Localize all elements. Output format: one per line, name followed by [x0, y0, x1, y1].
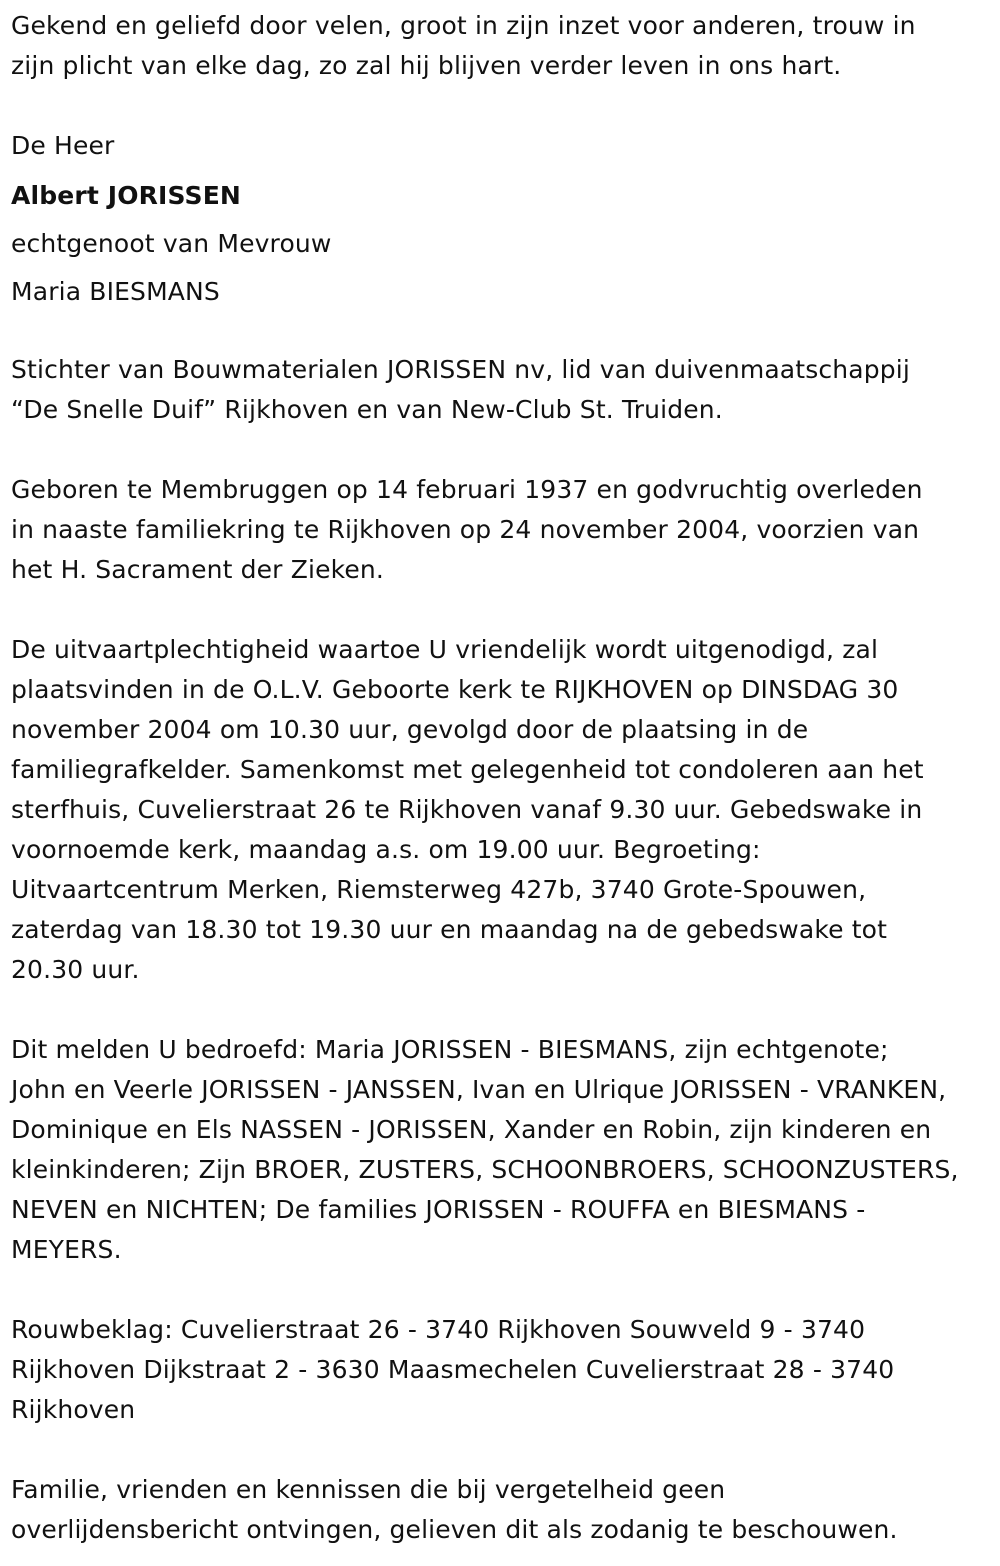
funeral-line-5: sterfhuis, Cuvelierstraat 26 te Rijkhoven vanaf 9.30 uur. Gebedswake in [11, 795, 923, 824]
funeral-line-1: De uitvaartplechtigheid waartoe U vriendelijk wordt uitgenodigd, zal [11, 635, 879, 664]
intro-line-1: Gekend en geliefd door velen, groot in zijn inzet voor anderen, trouw in [11, 11, 916, 40]
funeral-paragraph [11, 630, 924, 990]
intro-paragraph [11, 6, 916, 86]
deceased-name: Albert JORISSEN [11, 181, 241, 210]
funeral-line-8: zaterdag van 18.30 tot 19.30 uur en maandag na de gebedswake tot [11, 915, 888, 944]
funeral-line-4: familiegrafkelder. Samenkomst met gelegenheid tot condoleren aan het [11, 755, 924, 784]
mourners-line-3: Dominique en Els NASSEN - JORISSEN, Xander en Robin, zijn kinderen en [11, 1115, 932, 1144]
notice-line-1: Familie, vrienden en kennissen die bij vergetelheid geen [11, 1475, 726, 1504]
funeral-line-9: 20.30 uur. [11, 955, 140, 984]
funeral-line-2: plaatsvinden in de O.L.V. Geboorte kerk te RIJKHOVEN op DINSDAG 30 [11, 675, 899, 704]
founder-paragraph [11, 350, 910, 430]
born-line-1: Geboren te Membruggen op 14 februari 1937 en godvruchtig overleden [11, 475, 923, 504]
born-line-2: in naaste familiekring te Rijkhoven op 24 november 2004, voorzien van [11, 515, 920, 544]
born-line-3: het H. Sacrament der Zieken. [11, 555, 384, 584]
mourners-line-6: MEYERS. [11, 1235, 122, 1264]
deceased-title: De Heer [11, 131, 115, 160]
funeral-line-6: voornoemde kerk, maandag a.s. om 19.00 uur. Begroeting: [11, 835, 761, 864]
mourners-line-4: kleinkinderen; Zijn BROER, ZUSTERS, SCHOONBROERS, SCHOONZUSTERS, [11, 1155, 959, 1184]
notice-line-2: overlijdensbericht ontvingen, gelieven dit als zodanig te beschouwen. [11, 1515, 898, 1544]
founder-line-2: “De Snelle Duif” Rijkhoven en van New-Club St. Truiden. [11, 395, 723, 424]
founder-line-1: Stichter van Bouwmaterialen JORISSEN nv, lid van duivenmaatschappij [11, 355, 910, 384]
condolence-line-3: Rijkhoven [11, 1395, 136, 1424]
funeral-line-7: Uitvaartcentrum Merken, Riemsterweg 427b, 3740 Grote-Spouwen, [11, 875, 867, 904]
mourners-line-1: Dit melden U bedroefd: Maria JORISSEN - BIESMANS, zijn echtgenote; [11, 1035, 889, 1064]
condolence-line-2: Rijkhoven Dijkstraat 2 - 3630 Maasmechelen Cuvelierstraat 28 - 3740 [11, 1355, 895, 1384]
spouse-line-1: echtgenoot van Mevrouw [11, 229, 332, 258]
notice-paragraph [11, 1470, 898, 1550]
mourners-paragraph [11, 1030, 959, 1270]
condolence-paragraph [11, 1310, 894, 1430]
spouse-line-2: Maria BIESMANS [11, 277, 220, 306]
funeral-line-3: november 2004 om 10.30 uur, gevolgd door de plaatsing in de [11, 715, 809, 744]
mourners-line-5: NEVEN en NICHTEN; De families JORISSEN - ROUFFA en BIESMANS - [11, 1195, 866, 1224]
mourners-line-2: John en Veerle JORISSEN - JANSSEN, Ivan en Ulrique JORISSEN - VRANKEN, [11, 1075, 947, 1104]
intro-line-2: zijn plicht van elke dag, zo zal hij blijven verder leven in ons hart. [11, 51, 842, 80]
condolence-line-1: Rouwbeklag: Cuvelierstraat 26 - 3740 Rijkhoven Souwveld 9 - 3740 [11, 1315, 866, 1344]
birth-death-paragraph [11, 470, 923, 590]
